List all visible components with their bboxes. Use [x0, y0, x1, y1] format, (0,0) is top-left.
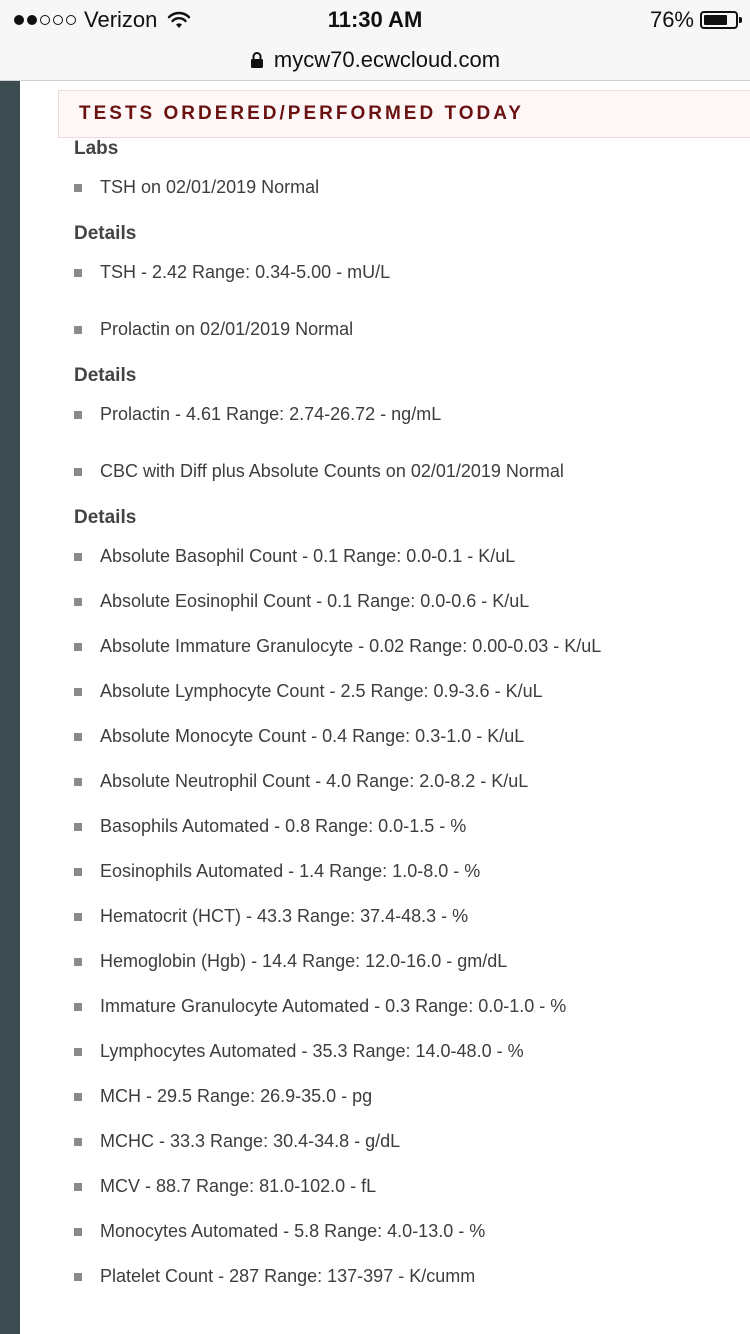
list-item-text: CBC with Diff plus Absolute Counts on 02/01/2019 Normal [100, 461, 564, 481]
list-item [74, 1221, 485, 1242]
list-item-text: Absolute Immature Granulocyte - 0.02 Range: 0.00-0.03 - K/uL [100, 636, 602, 656]
list-item [74, 1041, 524, 1062]
list-item-text: Prolactin - 4.61 Range: 2.74-26.72 - ng/mL [100, 404, 442, 424]
bullet-icon [74, 269, 82, 277]
bullet-icon [74, 326, 82, 334]
list-item-text: Absolute Lymphocyte Count - 2.5 Range: 0.9-3.6 - K/uL [100, 681, 543, 701]
group-title-text: Details [74, 365, 137, 386]
group-title-text: Details [74, 223, 137, 244]
list-item [74, 546, 515, 567]
list-item-text: Immature Granulocyte Automated - 0.3 Range: 0.0-1.0 - % [100, 996, 567, 1016]
list-item-text: Absolute Basophil Count - 0.1 Range: 0.0-0.1 - K/uL [100, 546, 516, 566]
list-item [74, 951, 507, 972]
bullet-icon [74, 1003, 82, 1011]
bullet-icon [74, 1048, 82, 1056]
group-title [74, 365, 136, 387]
clock: 11:30 AM [327, 7, 423, 32]
group-title [74, 138, 118, 160]
list-item-text: MCH - 29.5 Range: 26.9-35.0 - pg [100, 1086, 373, 1106]
group-title [74, 507, 136, 529]
bullet-icon [74, 733, 82, 741]
list-item-text: Basophils Automated - 0.8 Range: 0.0-1.5 - % [100, 816, 467, 836]
page-content [20, 81, 750, 1334]
list-item [74, 996, 566, 1017]
bullet-icon [74, 1093, 82, 1101]
bullet-icon [74, 958, 82, 966]
list-item-text: TSH on 02/01/2019 Normal [100, 177, 320, 197]
bullet-icon [74, 913, 82, 921]
bullet-icon [74, 688, 82, 696]
list-item-text: Hematocrit (HCT) - 43.3 Range: 37.4-48.3 - % [100, 906, 469, 926]
list-item-text: MCV - 88.7 Range: 81.0-102.0 - fL [100, 1176, 377, 1196]
list-item [74, 861, 480, 882]
list-item-text: MCHC - 33.3 Range: 30.4-34.8 - g/dL [100, 1131, 401, 1151]
bullet-icon [74, 1228, 82, 1236]
section-header [58, 90, 750, 138]
group-title [74, 223, 136, 245]
list-item [74, 681, 543, 702]
list-item-text: Eosinophils Automated - 1.4 Range: 1.0-8.0 - % [100, 861, 481, 881]
list-item [74, 404, 441, 425]
bullet-icon [74, 643, 82, 651]
bullet-icon [74, 598, 82, 606]
group-title-text: Labs [74, 138, 119, 159]
list-item [74, 319, 353, 340]
list-item [74, 1131, 400, 1152]
list-item-text: Absolute Neutrophil Count - 4.0 Range: 2.0-8.2 - K/uL [100, 771, 529, 791]
status-bar [0, 0, 750, 40]
list-item [74, 771, 528, 792]
bullet-icon [74, 1138, 82, 1146]
bullet-icon [74, 184, 82, 192]
lock-icon [250, 51, 264, 69]
bullet-icon [74, 1183, 82, 1191]
bullet-icon [74, 553, 82, 561]
list-item [74, 1176, 376, 1197]
list-item-text: Monocytes Automated - 5.8 Range: 4.0-13.0 - % [100, 1221, 486, 1241]
list-item [74, 726, 524, 747]
list-item-text: Lymphocytes Automated - 35.3 Range: 14.0-48.0 - % [100, 1041, 524, 1061]
list-item [74, 262, 390, 283]
group-title-text: Details [74, 507, 137, 528]
list-item-text: Absolute Eosinophil Count - 0.1 Range: 0.0-0.6 - K/uL [100, 591, 530, 611]
section-title: TESTS ORDERED/PERFORMED TODAY [79, 103, 524, 124]
list-item-text: Prolactin on 02/01/2019 Normal [100, 319, 354, 339]
address-bar[interactable] [0, 40, 750, 81]
battery-icon [700, 11, 738, 29]
bullet-icon [74, 468, 82, 476]
list-item [74, 1086, 372, 1107]
battery-percent: 76% [649, 7, 694, 32]
list-item [74, 1266, 475, 1287]
bullet-icon [74, 778, 82, 786]
list-item-text: Hemoglobin (Hgb) - 14.4 Range: 12.0-16.0 - gm/dL [100, 951, 508, 971]
list-item [74, 461, 564, 482]
bullet-icon [74, 868, 82, 876]
list-item-text: TSH - 2.42 Range: 0.34-5.00 - mU/L [100, 262, 391, 282]
side-nav-edge [0, 81, 20, 1334]
url-text: mycw70.ecwcloud.com [273, 47, 501, 72]
list-item [74, 591, 529, 612]
battery-indicator [650, 7, 738, 33]
carrier-name: Verizon [84, 7, 158, 32]
bullet-icon [74, 411, 82, 419]
list-item-text: Platelet Count - 287 Range: 137-397 - K/cumm [100, 1266, 476, 1286]
list-item [74, 636, 601, 657]
list-item [74, 177, 319, 198]
list-item-text: Absolute Monocyte Count - 0.4 Range: 0.3-1.0 - K/uL [100, 726, 525, 746]
bullet-icon [74, 1273, 82, 1281]
list-item [74, 906, 468, 927]
bullet-icon [74, 823, 82, 831]
list-item [74, 816, 466, 837]
